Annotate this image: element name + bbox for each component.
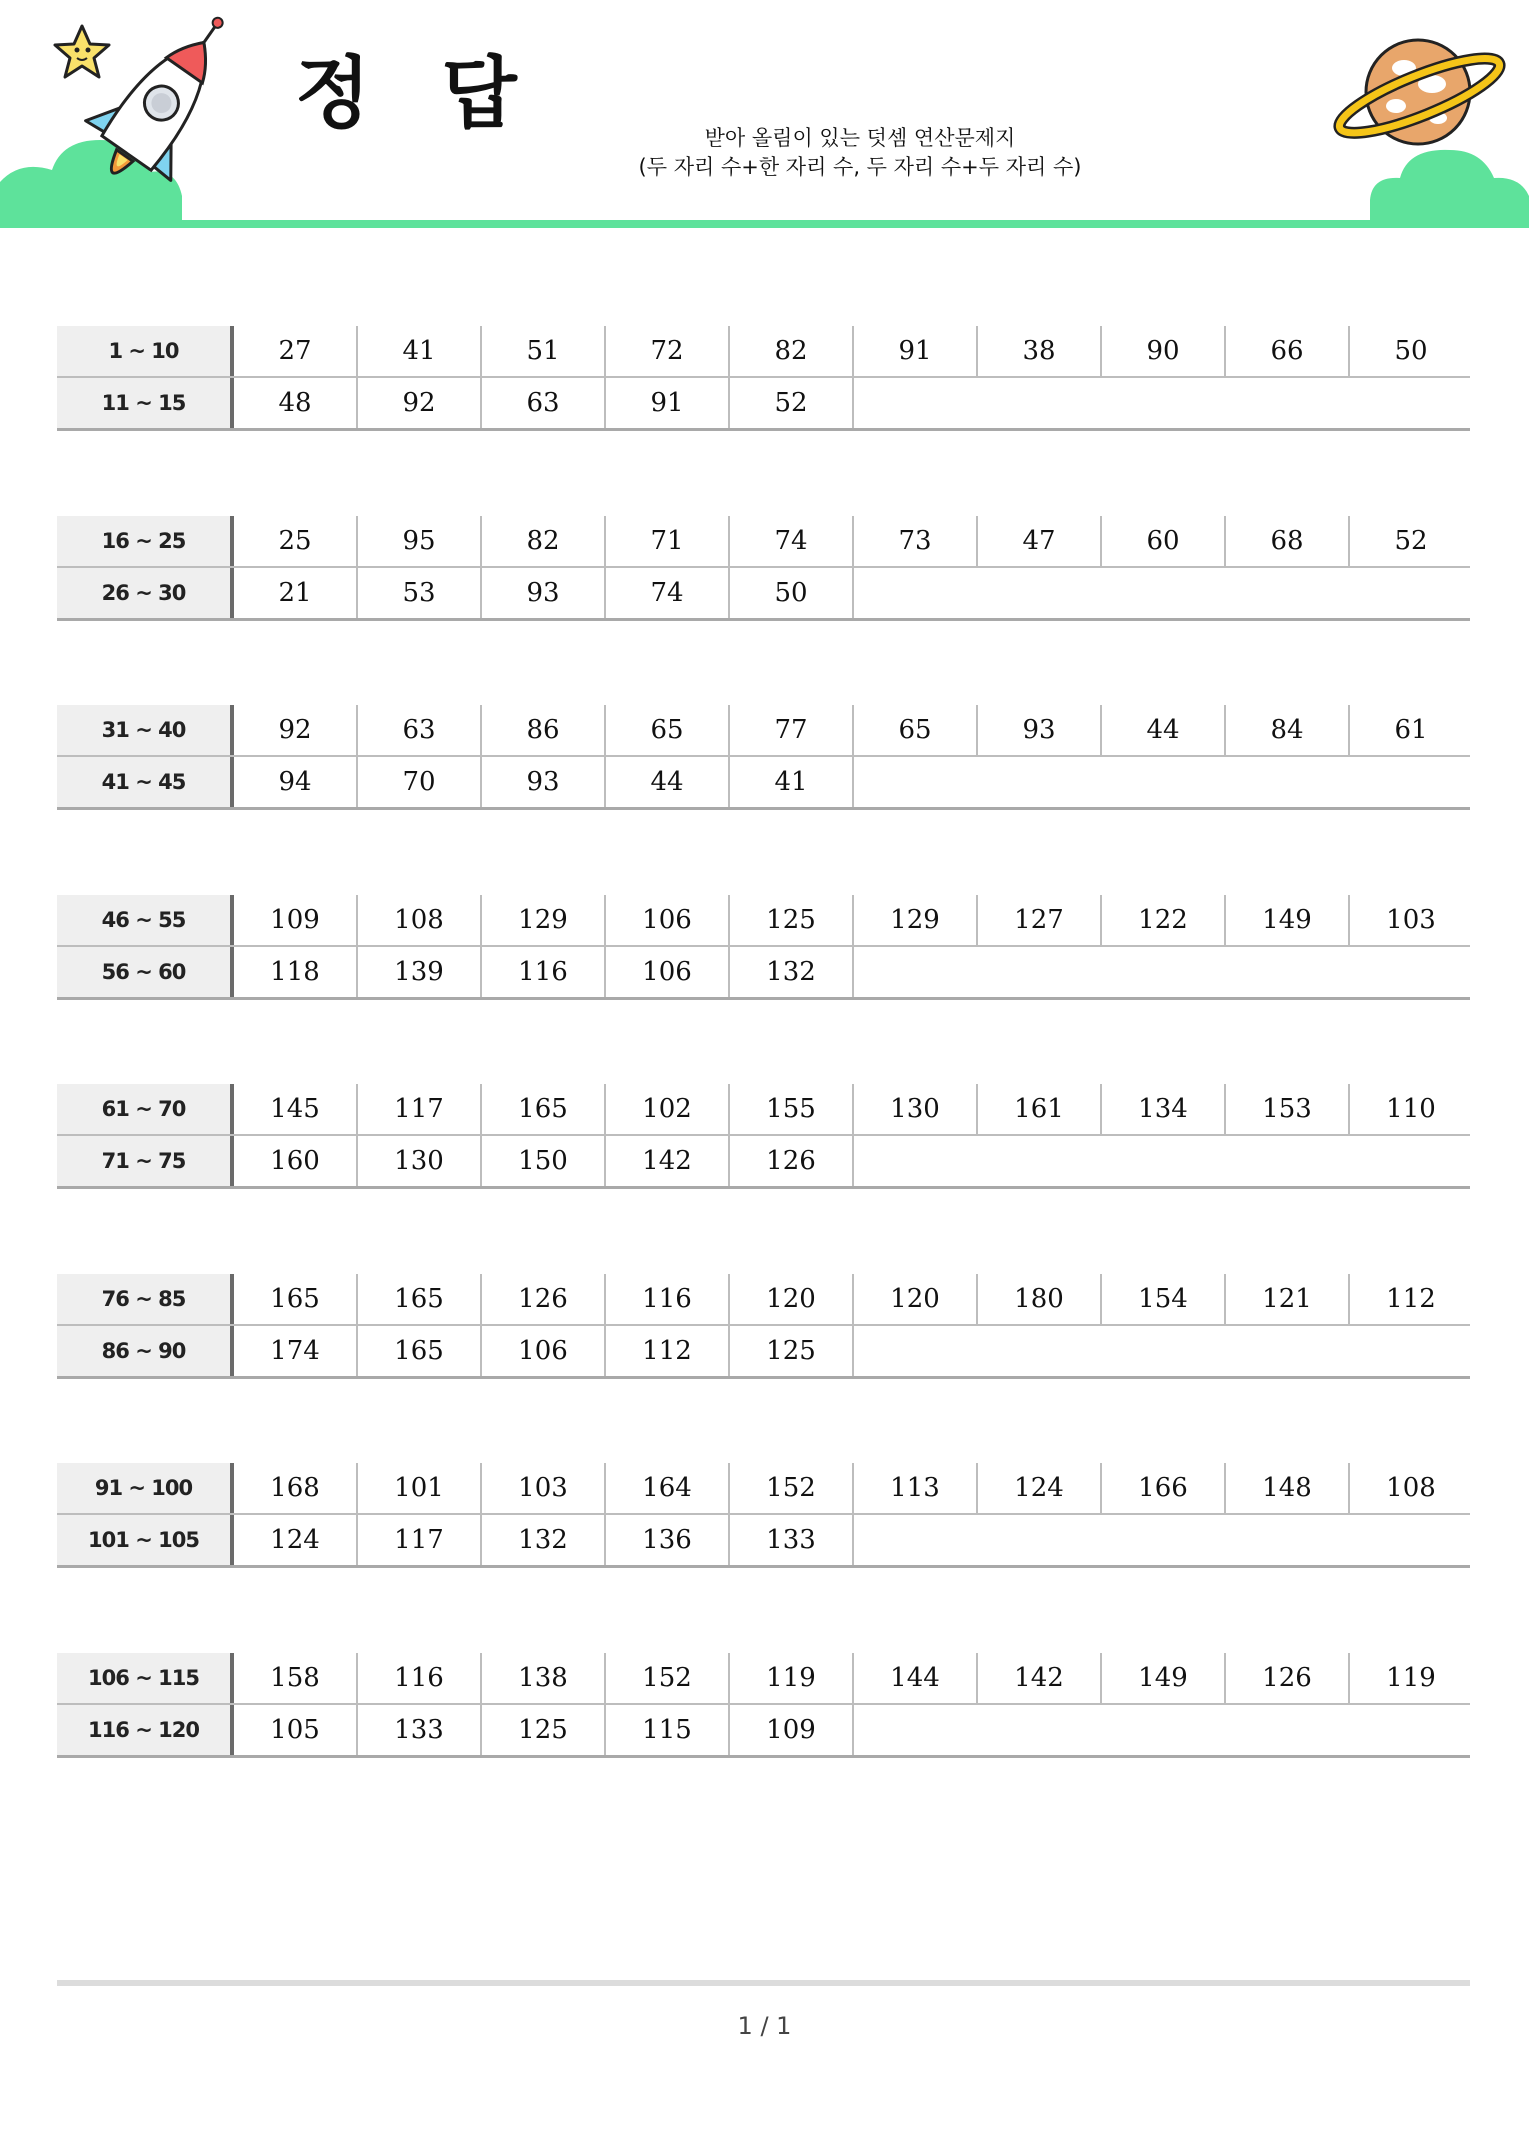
answer-cell: 174 (234, 1326, 358, 1376)
range-label: 116 ~ 120 (57, 1705, 234, 1755)
answer-cell: 106 (606, 895, 730, 945)
star-icon (55, 26, 109, 77)
answer-cell: 66 (1226, 326, 1350, 376)
subtitle-line: 받아 올림이 있는 덧셈 연산문제지 (704, 126, 1016, 150)
range-label: 91 ~ 100 (57, 1463, 234, 1513)
answer-block (57, 1653, 1470, 1759)
answer-cell: 72 (606, 326, 730, 376)
answer-cell: 164 (606, 1463, 730, 1513)
answer-cell: 152 (730, 1463, 854, 1513)
answer-block (57, 326, 1470, 432)
table-row (57, 1705, 1470, 1758)
answer-cell: 129 (482, 895, 606, 945)
answer-cell: 126 (482, 1274, 606, 1324)
answer-cell: 115 (606, 1705, 730, 1755)
answer-cell: 84 (1226, 705, 1350, 755)
answer-cell: 108 (1386, 1473, 1436, 1503)
ground-line (0, 220, 1529, 228)
answer-cell: 112 (606, 1326, 730, 1376)
answer-cell: 91 (854, 326, 978, 376)
answer-cell: 119 (1386, 1663, 1436, 1693)
range-label: 26 ~ 30 (57, 568, 234, 618)
answer-cell: 124 (978, 1463, 1102, 1513)
table-row (57, 568, 1470, 621)
table-row (57, 947, 1470, 1000)
answer-cell: 142 (978, 1653, 1102, 1703)
answer-cell: 165 (482, 1084, 606, 1134)
answer-cell: 139 (358, 947, 482, 997)
table-row (57, 1463, 1470, 1515)
table-row (57, 326, 1470, 378)
answer-cell: 51 (482, 326, 606, 376)
answer-cell: 126 (730, 1136, 854, 1186)
answer-cell: 52 (1394, 526, 1428, 556)
range-label: 1 ~ 10 (57, 326, 234, 376)
table-row (57, 705, 1470, 757)
table-row (57, 1326, 1470, 1379)
answer-cell: 102 (606, 1084, 730, 1134)
answer-cell: 47 (978, 516, 1102, 566)
answer-cell: 65 (854, 705, 978, 755)
answer-cell: 27 (234, 326, 358, 376)
answer-cell: 106 (606, 947, 730, 997)
answer-cell: 116 (606, 1274, 730, 1324)
answer-cell: 44 (1102, 705, 1226, 755)
answer-cell: 65 (606, 705, 730, 755)
answer-cell: 149 (1102, 1653, 1226, 1703)
answer-cell: 130 (854, 1084, 978, 1134)
answer-cell: 161 (978, 1084, 1102, 1134)
answer-cell: 41 (730, 757, 854, 807)
answer-cell: 121 (1226, 1274, 1350, 1324)
answer-cell: 165 (234, 1274, 358, 1324)
answer-cell: 142 (606, 1136, 730, 1186)
answer-block (57, 1463, 1470, 1569)
answer-cell: 93 (482, 757, 606, 807)
table-row (57, 516, 1470, 568)
answer-cell: 70 (358, 757, 482, 807)
answer-cell: 125 (482, 1705, 606, 1755)
answer-cell: 73 (854, 516, 978, 566)
answer-cell: 90 (1102, 326, 1226, 376)
answer-cell: 153 (1226, 1084, 1350, 1134)
answer-cell: 166 (1102, 1463, 1226, 1513)
answer-cell: 127 (978, 895, 1102, 945)
answer-cell: 150 (482, 1136, 606, 1186)
answer-block (57, 516, 1470, 622)
answer-cell: 82 (482, 516, 606, 566)
answer-cell: 148 (1226, 1463, 1350, 1513)
table-row (57, 757, 1470, 810)
answer-cell: 122 (1102, 895, 1226, 945)
answer-cell: 158 (234, 1653, 358, 1703)
answer-cell: 82 (730, 326, 854, 376)
answer-cell: 50 (1394, 336, 1428, 366)
range-label: 61 ~ 70 (57, 1084, 234, 1134)
answer-cell: 101 (358, 1463, 482, 1513)
range-label: 31 ~ 40 (57, 705, 234, 755)
range-label: 56 ~ 60 (57, 947, 234, 997)
table-row (57, 1084, 1470, 1136)
range-label: 11 ~ 15 (57, 378, 234, 428)
answer-cell: 110 (1386, 1094, 1436, 1124)
answer-cell: 93 (978, 705, 1102, 755)
answer-cell: 53 (358, 568, 482, 618)
answer-cell: 134 (1102, 1084, 1226, 1134)
range-label: 101 ~ 105 (57, 1515, 234, 1565)
range-label: 16 ~ 25 (57, 516, 234, 566)
answer-cell: 132 (482, 1515, 606, 1565)
answer-cell: 133 (730, 1515, 854, 1565)
answer-cell: 165 (358, 1326, 482, 1376)
answer-cell: 48 (234, 378, 358, 428)
answer-cell: 160 (234, 1136, 358, 1186)
table-row (57, 895, 1470, 947)
table-row (57, 1136, 1470, 1189)
answer-cell: 108 (358, 895, 482, 945)
answer-block (57, 705, 1470, 811)
answer-cell: 120 (854, 1274, 978, 1324)
answer-cell: 61 (1394, 715, 1428, 745)
range-label: 46 ~ 55 (57, 895, 234, 945)
subtitle-line: (두 자리 수+한 자리 수, 두 자리 수+두 자리 수) (638, 155, 1082, 179)
answer-block (57, 1274, 1470, 1380)
answer-cell: 25 (234, 516, 358, 566)
answer-cell: 93 (482, 568, 606, 618)
answer-cell: 109 (234, 895, 358, 945)
answer-cell: 112 (1386, 1284, 1436, 1314)
page-title: 정 답 (295, 49, 539, 139)
table-row (57, 1515, 1470, 1568)
table-row (57, 1653, 1470, 1705)
table-row (57, 378, 1470, 431)
answer-cell: 103 (482, 1463, 606, 1513)
cloud-icon (1370, 150, 1529, 228)
answer-cell: 77 (730, 705, 854, 755)
answer-cell: 149 (1226, 895, 1350, 945)
page-header (0, 0, 1529, 235)
answer-cell: 124 (234, 1515, 358, 1565)
answer-cell: 152 (606, 1653, 730, 1703)
answer-cell: 117 (358, 1515, 482, 1565)
answer-cell: 92 (358, 378, 482, 428)
answer-cell: 138 (482, 1653, 606, 1703)
answer-cell: 125 (730, 1326, 854, 1376)
answer-cell: 144 (854, 1653, 978, 1703)
answer-cell: 126 (1226, 1653, 1350, 1703)
answer-block (57, 1084, 1470, 1190)
answer-cell: 71 (606, 516, 730, 566)
answer-cell: 94 (234, 757, 358, 807)
answer-cell: 63 (482, 378, 606, 428)
planet-icon (1332, 40, 1506, 146)
answer-cell: 154 (1102, 1274, 1226, 1324)
answer-cell: 165 (358, 1274, 482, 1324)
answer-cell: 180 (978, 1274, 1102, 1324)
answer-cell: 136 (606, 1515, 730, 1565)
answer-cell: 145 (234, 1084, 358, 1134)
answer-cell: 113 (854, 1463, 978, 1513)
answer-cell: 68 (1226, 516, 1350, 566)
range-label: 106 ~ 115 (57, 1653, 234, 1703)
answer-cell: 21 (234, 568, 358, 618)
answer-cell: 105 (234, 1705, 358, 1755)
answer-cell: 60 (1102, 516, 1226, 566)
answer-cell: 52 (730, 378, 854, 428)
page-subtitle (610, 124, 1110, 182)
answer-cell: 130 (358, 1136, 482, 1186)
answer-cell: 132 (730, 947, 854, 997)
answer-cell: 86 (482, 705, 606, 755)
answer-cell: 116 (358, 1653, 482, 1703)
answer-cell: 119 (730, 1653, 854, 1703)
answer-cell: 133 (358, 1705, 482, 1755)
answer-cell: 92 (234, 705, 358, 755)
answer-cell: 44 (606, 757, 730, 807)
answer-cell: 168 (234, 1463, 358, 1513)
answer-cell: 109 (730, 1705, 854, 1755)
answer-cell: 117 (358, 1084, 482, 1134)
answer-cell: 116 (482, 947, 606, 997)
answer-cell: 38 (978, 326, 1102, 376)
range-label: 76 ~ 85 (57, 1274, 234, 1324)
answer-cell: 129 (854, 895, 978, 945)
answer-cell: 50 (730, 568, 854, 618)
page-number: 1 / 1 (737, 2012, 792, 2040)
answer-cell: 118 (234, 947, 358, 997)
footer-divider (57, 1980, 1470, 1986)
answer-block (57, 895, 1470, 1001)
answer-cell: 106 (482, 1326, 606, 1376)
answer-cell: 74 (606, 568, 730, 618)
range-label: 71 ~ 75 (57, 1136, 234, 1186)
answer-cell: 74 (730, 516, 854, 566)
answer-cell: 63 (358, 705, 482, 755)
answer-cell: 95 (358, 516, 482, 566)
header-decoration (0, 0, 1529, 235)
answer-cell: 103 (1386, 905, 1436, 935)
answer-cell: 41 (358, 326, 482, 376)
answer-cell: 125 (730, 895, 854, 945)
range-label: 41 ~ 45 (57, 757, 234, 807)
table-row (57, 1274, 1470, 1326)
answer-cell: 120 (730, 1274, 854, 1324)
answer-cell: 155 (730, 1084, 854, 1134)
range-label: 86 ~ 90 (57, 1326, 234, 1376)
answer-cell: 91 (606, 378, 730, 428)
